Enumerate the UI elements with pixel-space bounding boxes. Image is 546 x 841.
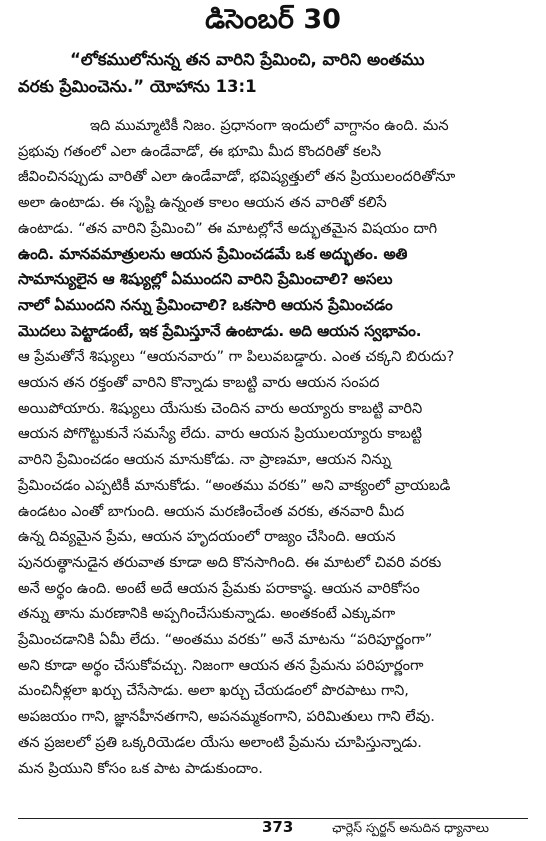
verse-line: “లోకములోనున్న తన వారిని ప్రేమించి, వారిని అంతము (70, 50, 425, 69)
body-line: జీవించినప్పుడు వారితో ఎలా ఉండేవాడో, భవిష్యత్తులో తన ప్రియులందరితోనూ (18, 168, 456, 186)
body-line: ప్రభువు గతంలో ఎలా ఉండేవాడో, ఈ భూమి మీద కొందరితో కలసి (18, 142, 382, 160)
body-line: పునరుత్థానుడైన తరువాత కూడా అది కొనసాగింది. ఈ మాటలో చివరి వరకు (18, 553, 442, 571)
scripture-verse (18, 46, 532, 100)
book-title: ఛార్లెస్ స్పర్జన్ అనుదిన ధ్యానాలు (332, 820, 489, 835)
body-line: అయిపోయారు. శిష్యులు యేసుకు చెందిన వారు అయ్యారు కాబట్టి వారిని (18, 399, 423, 417)
page-number: 373 (262, 818, 294, 836)
body-line: ఇది ముమ్మాటికీ నిజం. ప్రధానంగా ఇందులో వాగ్దానం ఉంది. మన (90, 117, 449, 134)
body-line-emphasis: ఉంది. మానవమాత్రులను ఆయన ప్రేమించడమే ఒక అద్భుతం. అతి (18, 244, 408, 263)
body-line: మంచినీళ్లలా ఖర్చు చేసేసాడు. అలా ఖర్చు చేయడంలో పొరపాటు గాని, (18, 682, 409, 700)
body-line-emphasis: సామాన్యులైన ఆ శిష్యుల్లో ఏముందని వారిని ప్రేమించాలి? అసలు (18, 270, 393, 289)
verse-line: వరకు ప్రేమించెను.” యోహాను 13:1 (18, 77, 257, 96)
body-line: అలా ఉంటాడు. ఈ సృష్టి ఉన్నంత కాలం ఆయన తన వారితో కలిసే (18, 194, 387, 212)
body-line-emphasis: నాలో ఏముందని నన్ను ప్రేమించాలి? ఒకసారి ఆయన ప్రేమించడం (18, 295, 393, 314)
page-title: డిసెంబర్ 30 (205, 4, 341, 35)
body-line: అనే అర్థం ఉంది. అంటే అదే ఆయన ప్రేమకు పరాకాష్ఠ. ఆయన వారికోసం (18, 579, 420, 597)
body-line: ఉంటాడు. “తన వారిని ప్రేమించి” ఈ మాటల్లోనే అద్భుతమైన విషయం దాగి (18, 219, 438, 237)
body-line: తన ప్రజలలో ప్రతి ఒక్కరియెడల యేసు అలాంటి ప్రేమను చూపిస్తున్నాడు. (18, 733, 422, 751)
body-line: ప్రేమించడం ఎప్పటికీ మానుకోడు. “అంతము వరకు” అని వాక్యంలో వ్రాయబడి (18, 476, 451, 494)
body-line: ఆ ప్రేమతోనే శిష్యులు “ఆయనవారు” గా పిలువబడ్డారు. ఎంత చక్కని బిరుదు? (18, 348, 455, 366)
body-line: ఉండటం ఎంతో బాగుంది. ఆయన మరణించేంత వరకు, తనవారి మీద (18, 502, 405, 520)
body-line: అని కూడా అర్థం చేసుకోవచ్చు. నిజంగా ఆయన తన ప్రేమను పరిపూర్ణంగా (18, 656, 424, 674)
body-line: ఉన్న దివ్యమైన ప్రేమ, ఆయన హృదయంలో రాజ్యం చేసింది. ఆయన (18, 528, 396, 546)
body-line-emphasis: మొదలు పెట్టాడంటే, ఇక ప్రేమిస్తూనే ఉంటాడు. అది ఆయన స్వభావం. (18, 321, 422, 340)
body-line: మన ప్రియుని కోసం ఒక పాట పాడుకుందాం. (18, 759, 263, 777)
body-line: ఆయన తన రక్తంతో వారిని కొన్నాడు కాబట్టి వారు ఆయన సంపద (18, 374, 380, 392)
body-line: అపజయం గాని, జ్ఞానహీనతగాని, అపనమ్మకంగాని, పరిమితులు గాని లేవు. (18, 708, 435, 726)
body-line: వారిని ప్రేమించడం ఆయన మానుకోడు. నా ప్రాణమా, ఆయన నిన్ను (18, 451, 392, 469)
body-line: ప్రేమించడానికి ఏమీ లేదు. “అంతము వరకు” అనే మాటను “పరిపూర్ణంగా” (18, 631, 433, 649)
body-line: ఆయన పోగొట్టుకునే సమస్యే లేదు. వారు ఆయన ప్రియులయ్యారు కాబట్టి (18, 425, 423, 443)
body-line: తన్ను తాను మరణానికి అప్పగించేసుకున్నాడు. అంతకంటే ఎక్కువగా (18, 605, 396, 623)
body-text (18, 113, 536, 781)
